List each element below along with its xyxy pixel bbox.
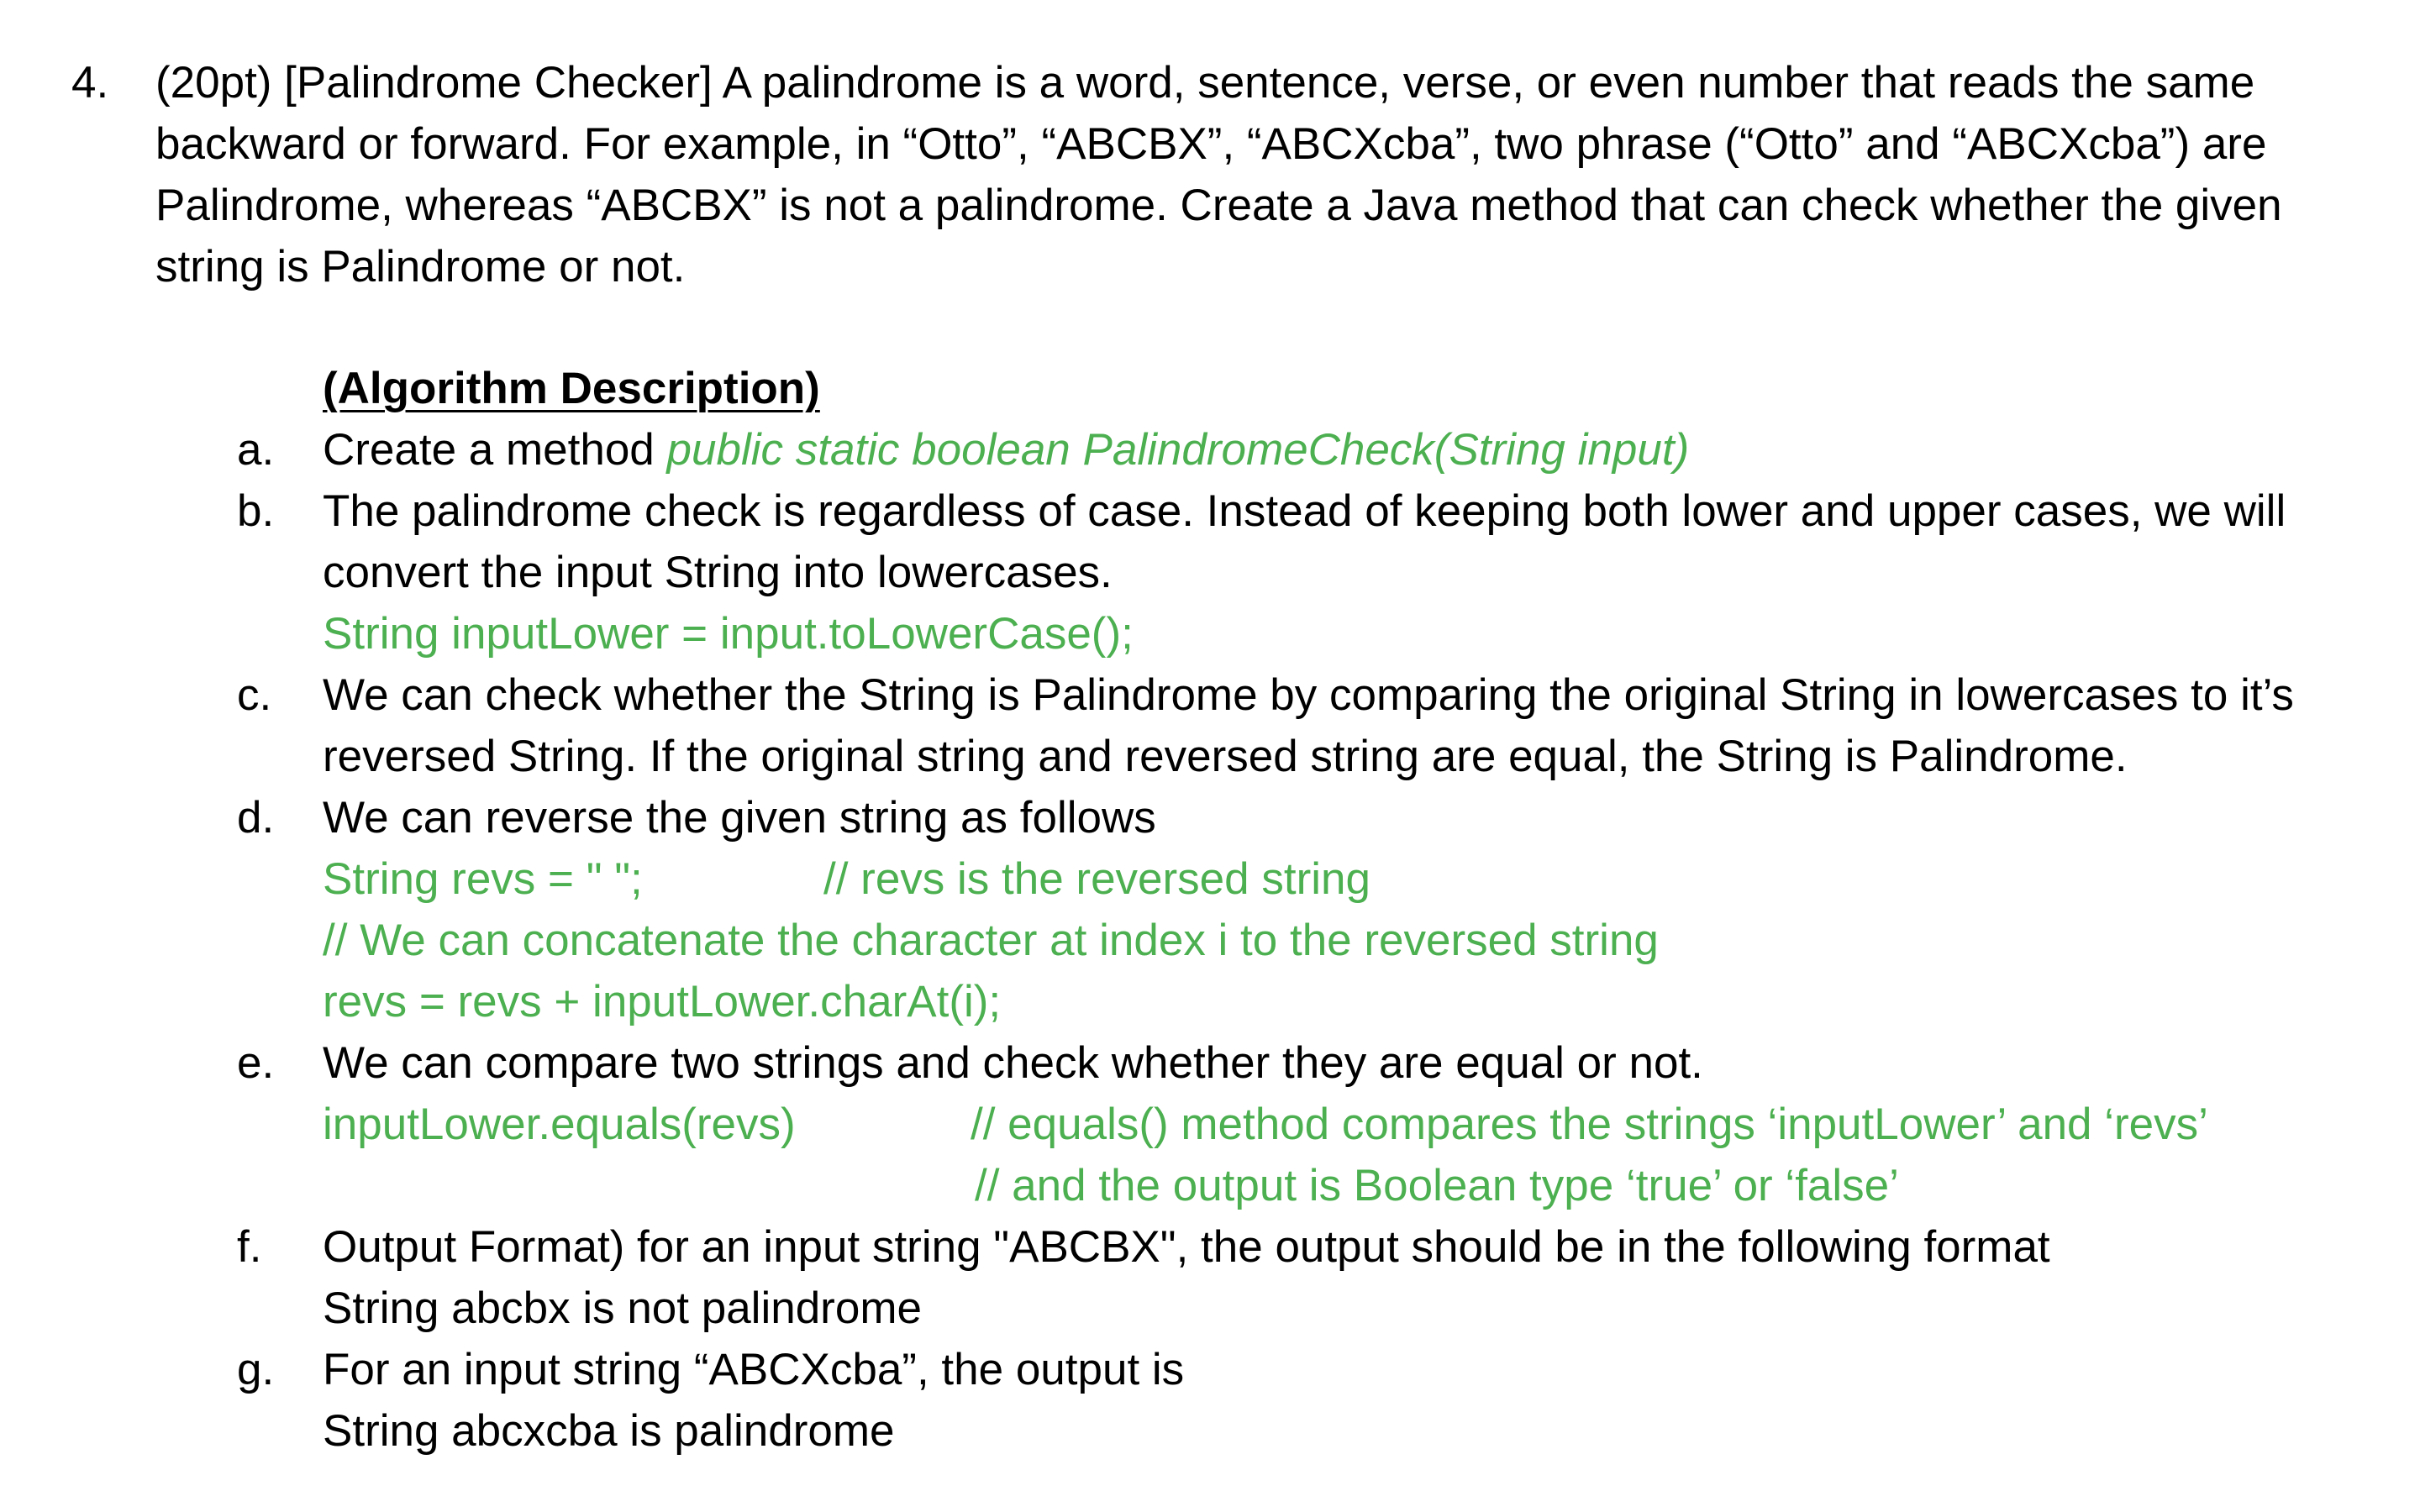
- item-d-text: We can reverse the given string as follows: [323, 793, 1156, 843]
- item-g-output: String abcxcba is palindrome: [323, 1406, 895, 1456]
- item-c-marker: c.: [237, 670, 272, 720]
- question-number: 4.: [71, 58, 109, 108]
- item-e-comment-2: // and the output is Boolean type ‘true’ or ‘false’: [975, 1161, 1899, 1210]
- item-d-code-1: String revs = " ";: [323, 854, 643, 904]
- item-e-comment-1: // equals() method compares the strings ‘inputLower’ and ‘revs’: [971, 1100, 2208, 1149]
- item-c-line-1: We can check whether the String is Palindrome by comparing the original String in lowercases to it’s: [323, 670, 2294, 720]
- item-b-line-2: convert the input String into lowercases.: [323, 548, 1113, 597]
- item-d-code-1-comment: // revs is the reversed string: [823, 854, 1370, 904]
- item-b-line-1: The palindrome check is regardless of case. Instead of keeping both lower and upper cases, we will: [323, 486, 2286, 536]
- question-line-4: string is Palindrome or not.: [155, 242, 686, 291]
- item-d-marker: d.: [237, 793, 275, 843]
- question-line-1: (20pt) [Palindrome Checker] A palindrome is a word, sentence, verse, or even number that reads the same: [155, 58, 2255, 108]
- question-line-3: Palindrome, whereas “ABCBX” is not a palindrome. Create a Java method that can check whether the given: [155, 181, 2282, 230]
- item-d-code-2: // We can concatenate the character at index i to the reversed string: [323, 916, 1659, 965]
- item-a-code: public static boolean PalindromeCheck(String input): [666, 425, 1690, 475]
- item-f-marker: f.: [237, 1222, 262, 1272]
- item-c-line-2: reversed String. If the original string and reversed string are equal, the String is Palindrome.: [323, 732, 2128, 781]
- item-e-text: We can compare two strings and check whether they are equal or not.: [323, 1038, 1703, 1088]
- item-b-marker: b.: [237, 486, 275, 536]
- item-f-output: String abcbx is not palindrome: [323, 1284, 922, 1333]
- item-a: [323, 419, 1689, 480]
- item-e-marker: e.: [237, 1038, 275, 1088]
- item-e-code: inputLower.equals(revs): [323, 1100, 796, 1149]
- item-g-text: For an input string “ABCXcba”, the output is: [323, 1345, 1185, 1394]
- item-a-marker: a.: [237, 425, 275, 475]
- item-g-marker: g.: [237, 1345, 275, 1394]
- question-line-2: backward or forward. For example, in “Otto”, “ABCBX”, “ABCXcba”, two phrase (“Otto” and “ABCXcba”) are: [155, 119, 2267, 169]
- item-a-text: Create a method: [323, 425, 667, 475]
- item-d-code-3: revs = revs + inputLower.charAt(i);: [323, 977, 1002, 1026]
- item-b-code: String inputLower = input.toLowerCase();: [323, 609, 1134, 659]
- algorithm-heading: (Algorithm Description): [323, 364, 820, 413]
- item-f-text: Output Format) for an input string "ABCBX", the output should be in the following format: [323, 1222, 2050, 1272]
